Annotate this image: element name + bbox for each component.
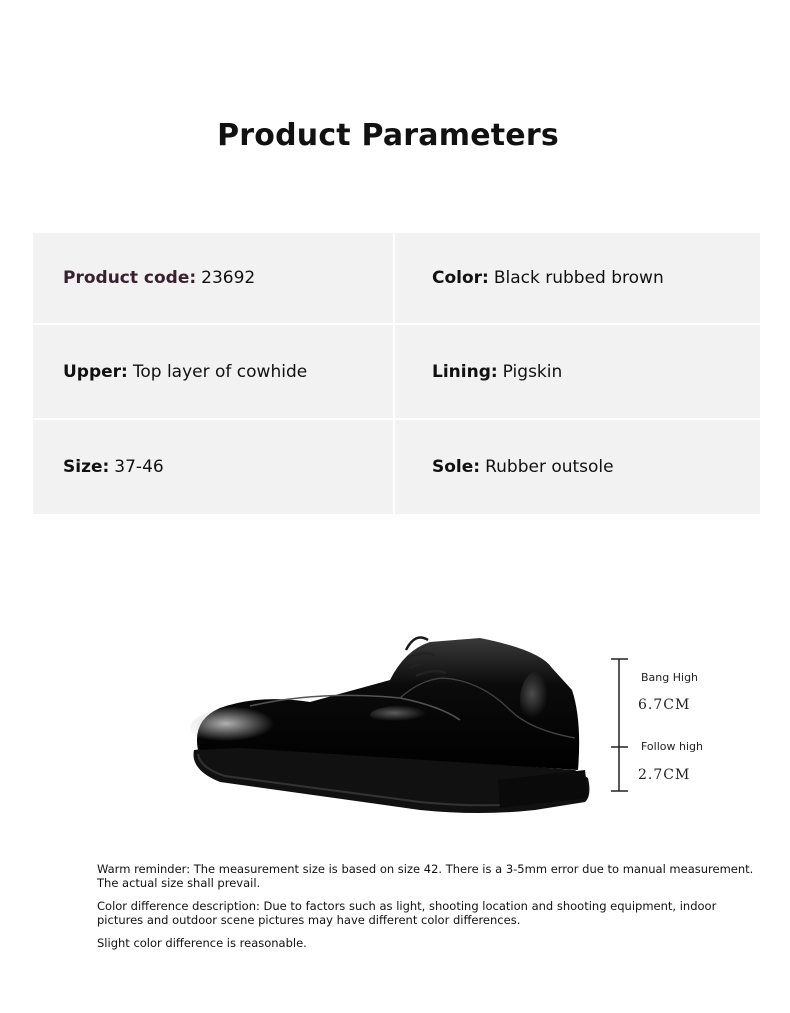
page-title: Product Parameters bbox=[217, 118, 559, 153]
param-value: Black rubbed brown bbox=[493, 268, 664, 288]
param-product-code bbox=[33, 233, 395, 325]
follow-high-label: Follow high bbox=[641, 740, 703, 753]
param-label: Sole: bbox=[432, 457, 481, 477]
bang-high-value: 6.7CM bbox=[638, 697, 691, 713]
param-label: Size: bbox=[63, 457, 110, 477]
param-sole bbox=[395, 420, 760, 514]
param-upper bbox=[33, 325, 395, 420]
shoe-illustration bbox=[180, 620, 600, 820]
param-value: Top layer of cowhide bbox=[132, 361, 308, 382]
param-label: Product code: bbox=[63, 268, 197, 288]
slight-difference-note: Slight color difference is reasonable. bbox=[97, 936, 307, 950]
bang-high-label: Bang High bbox=[641, 671, 699, 684]
parameters-table bbox=[33, 233, 760, 514]
param-value: Pigskin bbox=[502, 361, 563, 382]
param-lining bbox=[395, 325, 760, 420]
measurement-panel bbox=[608, 657, 758, 797]
param-size bbox=[33, 420, 395, 514]
param-label: Lining: bbox=[432, 361, 498, 382]
follow-high-value: 2.7CM bbox=[638, 767, 691, 783]
warm-reminder-note: Warm reminder: The measurement size is based on size 42. There is a 3-5mm error due to manual measurement. The actual size shall prevail. bbox=[97, 862, 754, 890]
param-label: Color: bbox=[432, 268, 489, 288]
param-color bbox=[395, 233, 760, 325]
param-label: Upper: bbox=[63, 361, 128, 382]
shoe-image bbox=[180, 620, 600, 820]
param-value: 23692 bbox=[201, 268, 256, 288]
param-value: 37-46 bbox=[114, 457, 164, 477]
measurement-bracket bbox=[608, 657, 628, 797]
param-value: Rubber outsole bbox=[485, 457, 614, 477]
color-difference-note: Color difference description: Due to factors such as light, shooting location and shooting equipment, indoor pictures and outdoor scene pictures may have different color differences. bbox=[97, 899, 717, 927]
notes-section bbox=[97, 862, 757, 959]
